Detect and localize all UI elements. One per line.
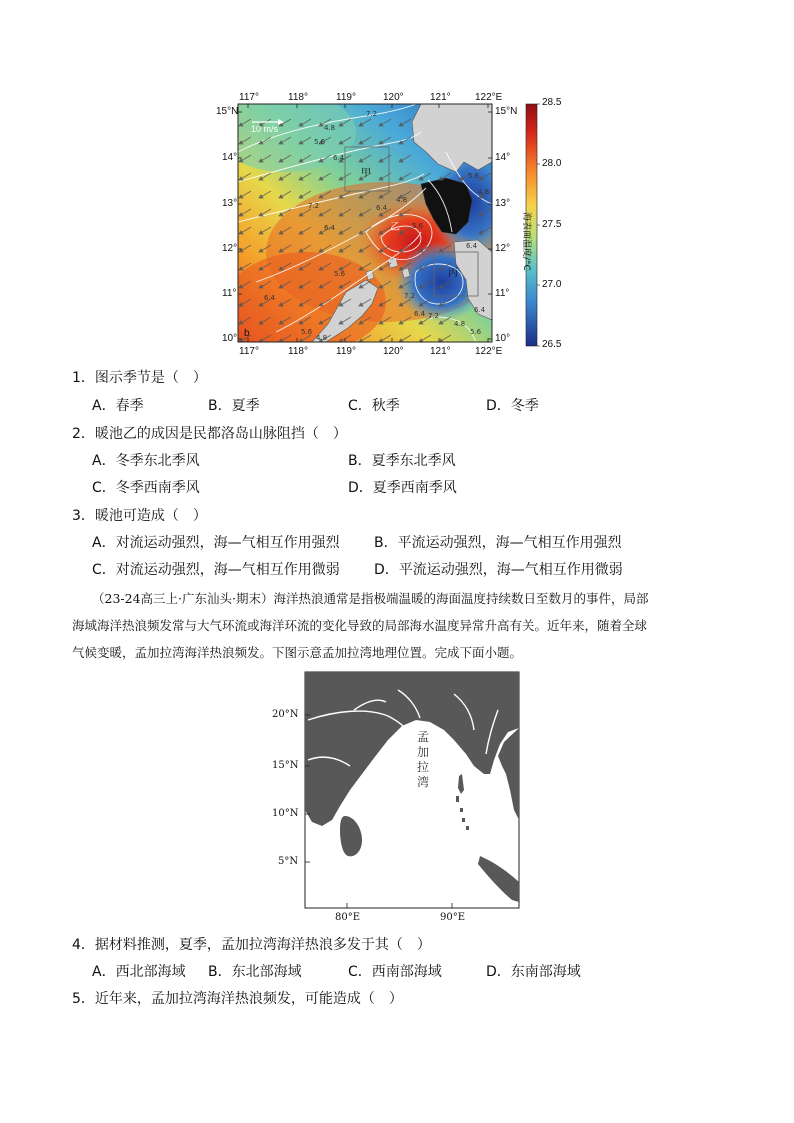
q2-option-b[interactable]: B．夏季东北季风 [348, 453, 456, 469]
bay-label-char: 湾 [416, 775, 429, 789]
left-tick-label: 13° [222, 198, 238, 209]
contour-label: 6.4 [264, 294, 276, 302]
q3-option-c[interactable]: C．对流运动强烈，海—气相互作用微弱 [92, 562, 340, 578]
colorbar-label: 海表面温度/°C [521, 212, 531, 271]
top-tick-label: 119° [336, 92, 356, 103]
bay-label [415, 730, 431, 790]
bottom-tick-label: 80°E [335, 912, 361, 923]
left-tick-label: 10°N [272, 808, 299, 819]
left-tick-label: 5°N [278, 856, 299, 867]
colorbar-tick: 28.0 [542, 158, 562, 169]
bottom-tick-label: 121° [430, 346, 451, 357]
left-tick-label: 15°N [272, 760, 299, 771]
left-tick-label: 14° [222, 152, 238, 163]
bay-map-canvas [268, 670, 528, 930]
top-tick-label: 118° [288, 92, 308, 103]
left-tick-label: 20°N [272, 709, 299, 720]
left-tick-label: 12° [222, 243, 238, 254]
colorbar-tick: 28.5 [542, 97, 562, 108]
right-tick-label: 12° [495, 243, 511, 254]
q4-option-a[interactable]: A．西北部海域 [92, 964, 186, 980]
contour-label: 5.6 [314, 138, 326, 146]
box-label-bing: 丙 [448, 268, 458, 279]
right-tick-label: 10° [495, 333, 511, 344]
question-3-stem: 3．暖池可造成（ ） [72, 508, 207, 524]
contour-label: 4.8 [454, 320, 466, 328]
passage-line: 海域海洋热浪频发常与大气环流或海洋环流的变化导致的局部海水温度异常升高有关。近年来，随着全球 [72, 618, 648, 633]
question-4-stem: 4．据材料推测，夏季，孟加拉湾海洋热浪多发于其（ ） [72, 937, 431, 953]
top-tick-label: 122°E [475, 92, 503, 103]
q3-option-d[interactable]: D．平流运动强烈，海—气相互作用微弱 [374, 562, 623, 578]
q1-option-d[interactable]: D．冬季 [486, 398, 539, 414]
bottom-tick-label: 119° [336, 346, 356, 357]
bottom-tick-label: 122°E [475, 346, 503, 357]
q3-option-a[interactable]: A．对流运动强烈，海—气相互作用强烈 [92, 535, 340, 551]
right-tick-label: 15°N [495, 106, 518, 117]
box-label-yi: 乙 [390, 222, 400, 233]
box-label-jia: 甲 [361, 168, 371, 179]
q4-option-d[interactable]: D．东南部海域 [486, 964, 581, 980]
right-tick-label: 14° [495, 152, 511, 163]
q2-option-d[interactable]: D．夏季西南季风 [348, 480, 457, 496]
colorbar-tick: 27.0 [542, 279, 562, 290]
contour-label: 4.8 [478, 188, 490, 196]
top-tick-label: 120° [383, 92, 404, 103]
bottom-tick-label: 117° [239, 346, 259, 357]
colorbar-tick: 26.5 [542, 339, 562, 350]
bay-label-char: 加 [416, 745, 429, 759]
contour-label: 6.4 [414, 310, 426, 318]
contour-label: 7.2 [366, 110, 378, 118]
bay-of-bengal-map [268, 670, 528, 930]
q1-option-a[interactable]: A．春季 [92, 398, 144, 414]
contour-label: 6.4 [474, 306, 486, 314]
bay-label-char: 拉 [416, 760, 429, 774]
contour-label: 6.4 [466, 242, 478, 250]
q1-option-b[interactable]: B．夏季 [208, 398, 260, 414]
contour-label: 6.4 [324, 224, 336, 232]
contour-label: 7.2 [308, 202, 320, 210]
top-tick-label: 121° [430, 92, 451, 103]
panel-letter: b [244, 328, 250, 339]
contour-label: 7.2 [428, 312, 440, 320]
contour-label: 5.6 [470, 328, 482, 336]
contour-label: 5.6 [301, 328, 313, 336]
left-tick-label: 15°N [216, 106, 239, 117]
passage-line: （23-24高三上·广东汕头·期末）海洋热浪通常是指极端温暖的海面温度持续数日至数月的事件，局部 [92, 591, 649, 606]
question-5-stem: 5．近年来，孟加拉湾海洋热浪频发，可能造成（ ） [72, 991, 403, 1007]
right-tick-label: 13° [495, 198, 511, 209]
bottom-tick-label: 120° [383, 346, 404, 357]
q4-option-b[interactable]: B．东北部海域 [208, 964, 302, 980]
question-2-stem: 2．暖池乙的成因是民都洛岛山脉阻挡（ ） [72, 426, 347, 442]
left-tick-label: 10° [222, 333, 238, 344]
wind-scale-label: 10 m/s [251, 124, 279, 134]
contour-label: 4.8 [324, 124, 336, 132]
bottom-tick-label: 90°E [440, 912, 466, 923]
contour-label: 4.8 [396, 196, 408, 204]
left-tick-label: 11° [222, 288, 237, 299]
bottom-tick-label: 118° [288, 346, 308, 357]
contour-label: 5.6 [468, 172, 480, 180]
contour-label: 7.2 [404, 292, 416, 300]
contour-label: 4.8 [316, 334, 328, 342]
question-1-stem: 1．图示季节是（ ） [72, 370, 207, 386]
colorbar-tick: 27.5 [542, 219, 562, 230]
q3-option-b[interactable]: B．平流运动强烈，海—气相互作用强烈 [374, 535, 622, 551]
right-tick-label: 11° [495, 288, 510, 299]
sst-wind-map [216, 92, 576, 360]
passage-line: 气候变暖，孟加拉湾海洋热浪频发。下图示意孟加拉湾地理位置。完成下面小题。 [72, 645, 523, 660]
q2-option-a[interactable]: A．冬季东北季风 [92, 453, 200, 469]
top-tick-label: 117° [239, 92, 259, 103]
contour-label: 6.4 [333, 154, 345, 162]
q2-option-c[interactable]: C．冬季西南季风 [92, 480, 200, 496]
contour-label: 6.4 [376, 204, 388, 212]
bay-label-char: 孟 [416, 730, 429, 744]
contour-label: 5.6 [334, 270, 346, 278]
q1-option-c[interactable]: C．秋季 [348, 398, 400, 414]
q4-option-c[interactable]: C．西南部海域 [348, 964, 442, 980]
contour-label: 5.6 [412, 222, 424, 230]
